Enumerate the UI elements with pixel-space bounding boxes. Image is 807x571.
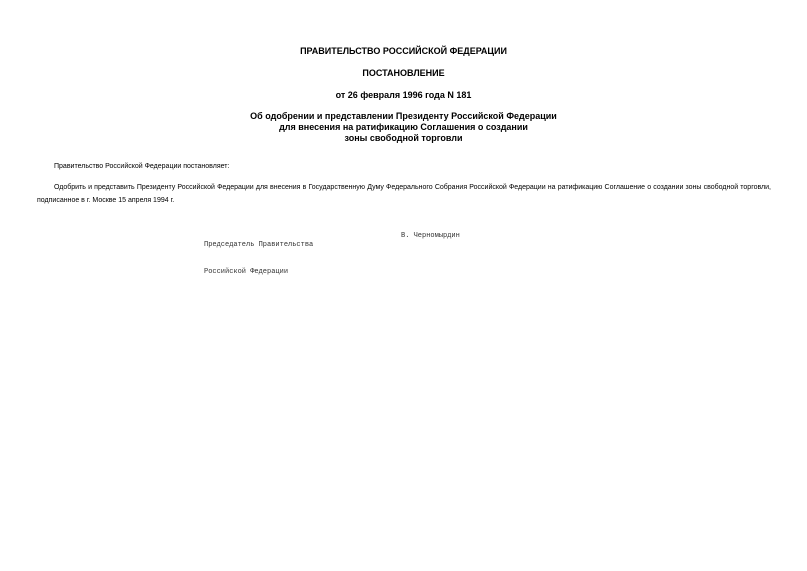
intro-paragraph: Правительство Российской Федерации постановляет: [54, 163, 230, 170]
issuer-heading: ПРАВИТЕЛЬСТВО РОССИЙСКОЙ ФЕДЕРАЦИИ [300, 46, 507, 56]
document-title [0, 111, 807, 144]
signatory-position-line: Российской Федерации [204, 268, 289, 276]
signatory-position [204, 223, 313, 295]
document-type-heading: ПОСТАНОВЛЕНИЕ [362, 68, 445, 78]
signatory-name: В. Черномырдин [401, 232, 460, 240]
signatory-position-line: Председатель Правительства [204, 241, 314, 249]
title-line: Об одобрении и представлении Президенту Российской Федерации [250, 111, 557, 121]
resolution-paragraph: Одобрить и представить Президенту Российской Федерации для внесения в Государственную Думу Федерального Собрания Российской Федерации на ратификацию Соглашение о создании зоны свободной торговли, подписанное в г. Москве 15 апреля 1994 г. [37, 184, 771, 204]
date-number-heading: от 26 февраля 1996 года N 181 [335, 90, 472, 100]
title-line: для внесения на ратификацию Соглашения о создании [279, 122, 528, 132]
title-line: зоны свободной торговли [344, 133, 463, 143]
